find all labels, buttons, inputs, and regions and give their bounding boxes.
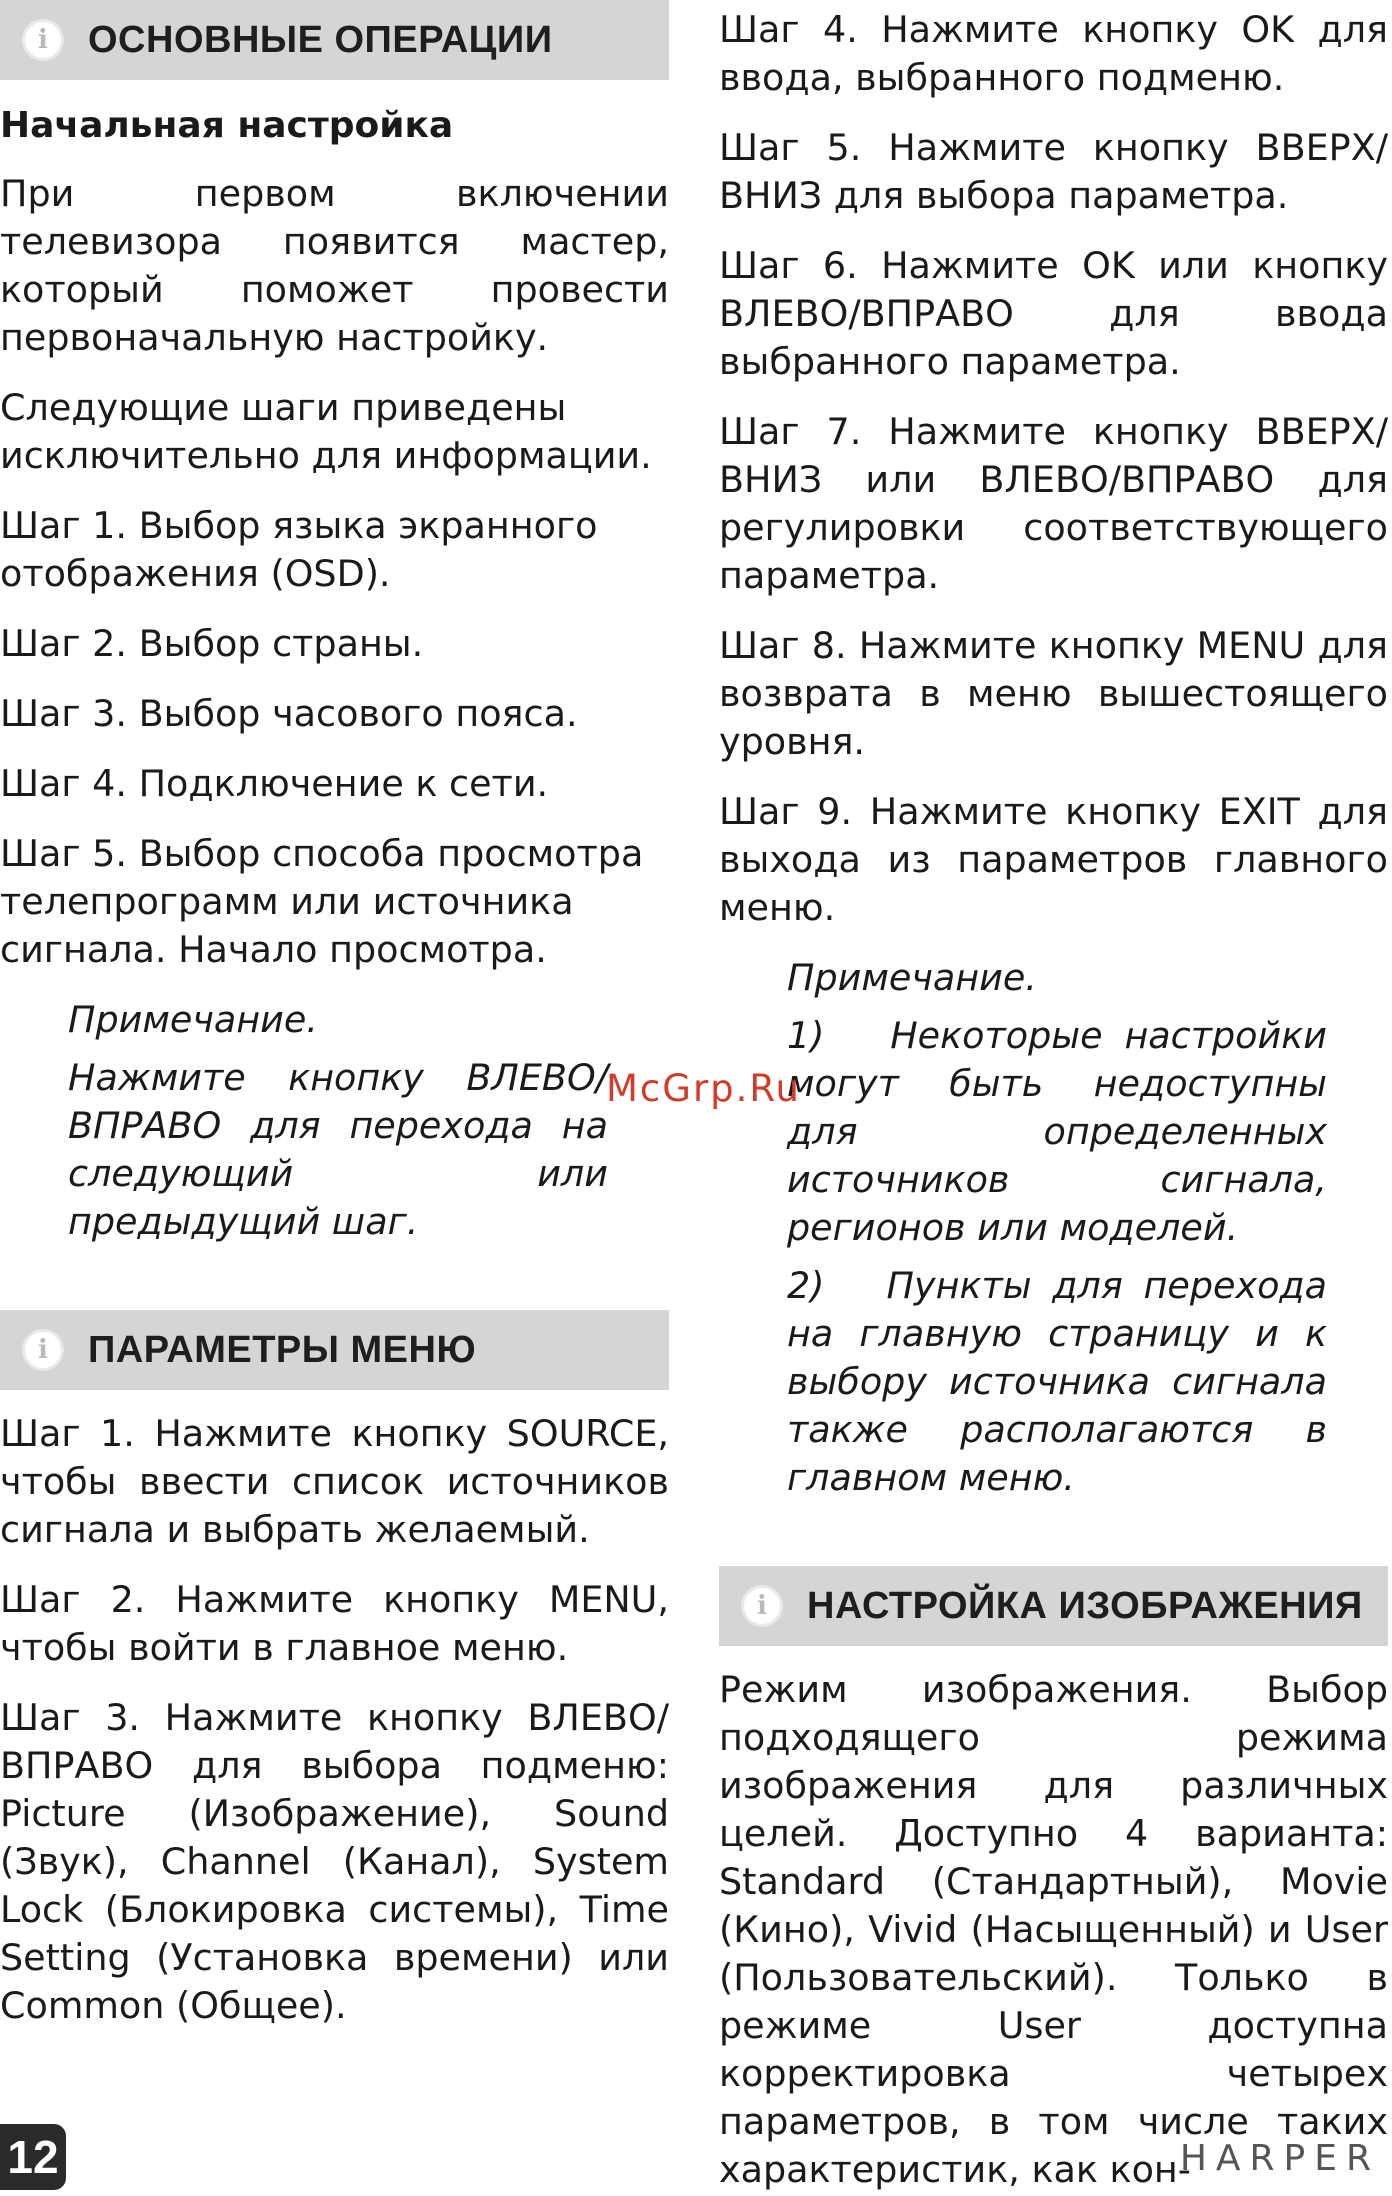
note-item: 2) Пункты для перехода на главную страницу и к выбору источника сигнала также располагаются в главном меню. <box>787 1264 1327 1499</box>
section-title: ОСНОВНЫЕ ОПЕРАЦИИ <box>88 18 553 61</box>
step-item: Шаг 3. Нажмите кнопку ВЛЕВО/ВПРАВО для выбора подменю: Picture (Изображение), Sound (Звук), Channel (Канал), System Lock (Блокировка системы), Time Setting (Установка времени) или Common (Общее). <box>0 1696 669 2027</box>
note-title: Примечание. <box>787 956 1037 999</box>
step-item: Шаг 7. Нажмите кнопку ВВЕРХ/ВНИЗ или ВЛЕВО/ВПРАВО для регулировки соответствующего параметра. <box>719 410 1388 597</box>
note-block <box>719 954 1327 1502</box>
step-item: Шаг 5. Выбор способа просмотра телепрограмм или источника сигнала. Начало просмотра. <box>0 832 644 971</box>
info-icon: i <box>22 19 64 61</box>
brand-logo: HARPER <box>1179 2138 1380 2179</box>
section-header-basic-operations <box>0 0 669 80</box>
step-item: Шаг 9. Нажмите кнопку EXIT для выхода из параметров главного меню. <box>719 790 1388 929</box>
step-item: Шаг 1. Выбор языка экранного отображения (OSD). <box>0 504 598 595</box>
section-header-picture-settings <box>719 1566 1388 1646</box>
step-item: Шаг 1. Нажмите кнопку SOURCE, чтобы ввести список источников сигнала и выбрать желаемый. <box>0 1412 669 1551</box>
paragraph: Следующие шаги приведены исключительно для информации. <box>0 386 652 477</box>
info-icon: i <box>741 1585 783 1627</box>
section-header-menu-parameters <box>0 1310 669 1390</box>
watermark: McGrp.Ru <box>606 1067 801 1110</box>
left-column <box>0 0 669 2030</box>
note-text: Нажмите кнопку ВЛЕВО/ВПРАВО для перехода на следующий или предыдущий шаг. <box>68 1056 608 1243</box>
paragraph: При первом включении телевизора появится мастер, который поможет провести первоначальную настройку. <box>0 172 669 359</box>
note-block <box>0 996 608 1246</box>
section-title: ПАРАМЕТРЫ МЕНЮ <box>88 1328 477 1371</box>
step-item: Шаг 3. Выбор часового пояса. <box>0 692 578 735</box>
page-number: 12 <box>0 2124 66 2190</box>
section-title: НАСТРОЙКА ИЗОБРАЖЕНИЯ <box>807 1584 1363 1627</box>
step-item: Шаг 4. Подключение к сети. <box>0 762 549 805</box>
info-icon: i <box>22 1329 64 1371</box>
step-item: Шаг 2. Выбор страны. <box>0 622 424 665</box>
step-item: Шаг 5. Нажмите кнопку ВВЕРХ/ВНИЗ для выбора параметра. <box>719 126 1388 217</box>
step-item: Шаг 4. Нажмите кнопку OK для ввода, выбранного подменю. <box>719 8 1388 99</box>
step-item: Шаг 8. Нажмите кнопку MENU для возврата в меню вышестоящего уровня. <box>719 624 1388 763</box>
note-item: 1) Некоторые настройки могут быть недоступны для определенных источников сигнала, регионов или моделей. <box>787 1014 1327 1249</box>
step-item: Шаг 2. Нажмите кнопку MENU, чтобы войти в главное меню. <box>0 1578 669 1669</box>
subheading-initial-setup: Начальная настройка <box>0 105 454 146</box>
right-column <box>719 0 1388 2194</box>
note-title: Примечание. <box>68 998 318 1041</box>
paragraph: Режим изображения. Выбор подходящего режима изображения для различных целей. Доступно 4 варианта: Standard (Стандартный), Movie (Кино), Vivid (Насыщенный) и User (Пользовательский). Только в режиме User доступна корректировка четырех параметров, в том числе таких характеристик, как кон- <box>719 1668 1388 2191</box>
step-item: Шаг 6. Нажмите OK или кнопку ВЛЕВО/ВПРАВО для ввода выбранного параметра. <box>719 244 1388 383</box>
